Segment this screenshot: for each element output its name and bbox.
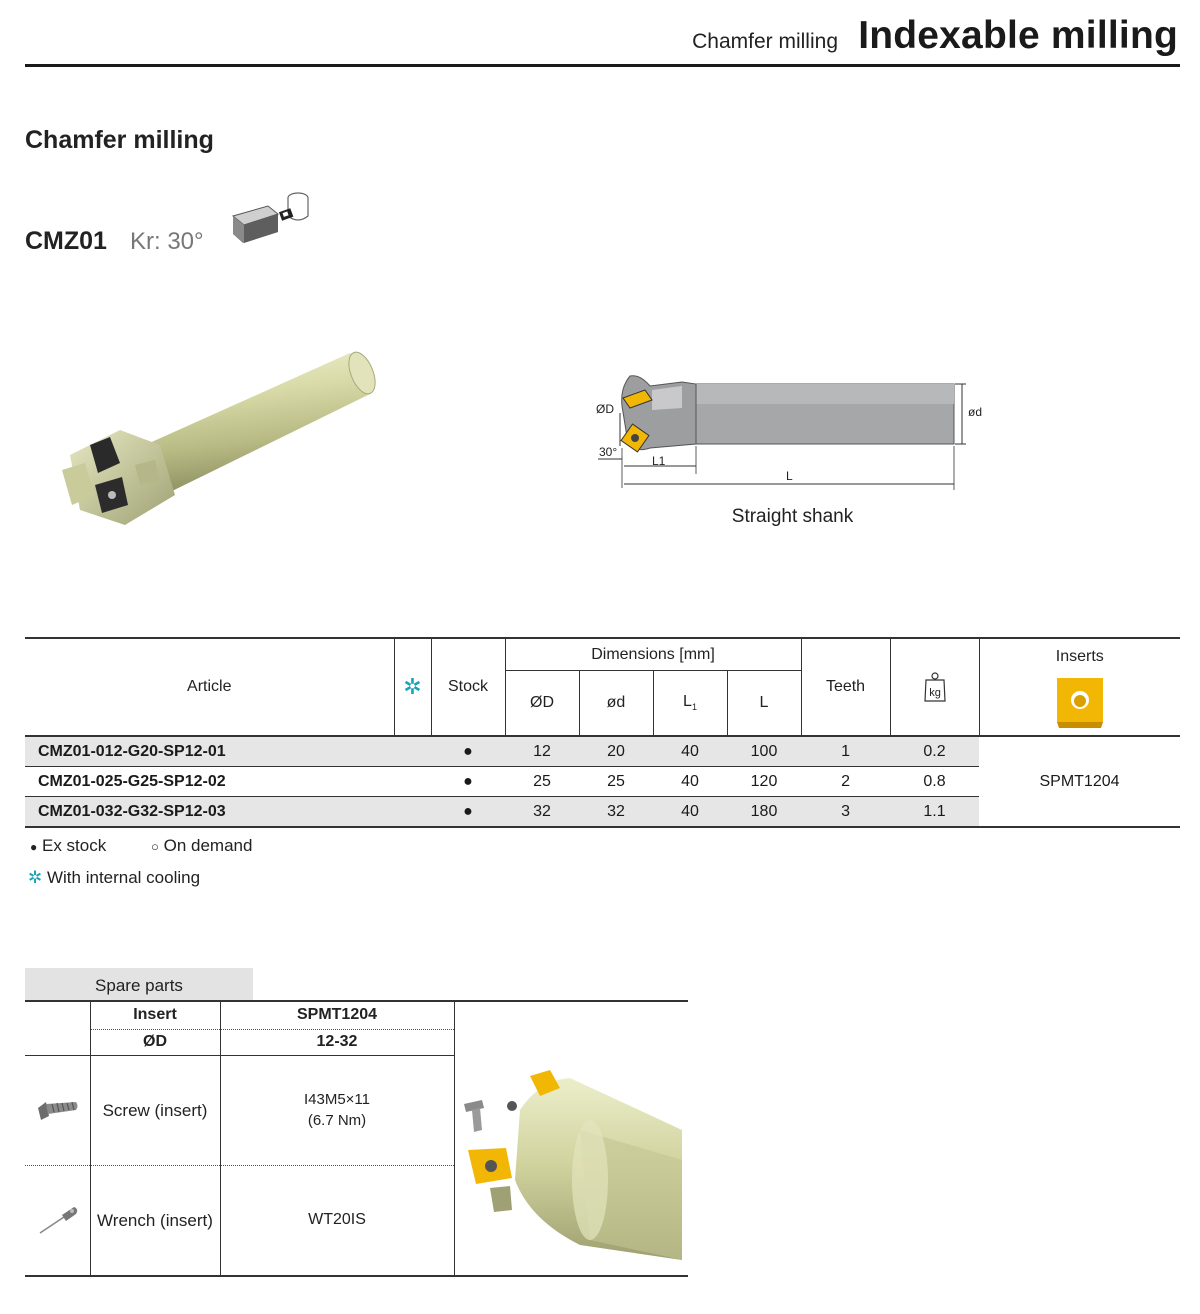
cooling-icon: ✲ [403, 674, 422, 699]
cell-d-small: 20 [579, 736, 653, 767]
drawing-label-l: L [786, 469, 793, 483]
spare-divider [454, 1002, 455, 1275]
cell-teeth: 1 [801, 736, 890, 767]
spare-insert-value: SPMT1204 [296, 1006, 378, 1023]
cell-l1: 40 [653, 797, 727, 828]
on-demand-label: On demand [163, 836, 253, 855]
legend-on-demand [151, 836, 252, 856]
spare-screw-torque: (6.7 Nm) [307, 1112, 367, 1129]
col-dimensions: Dimensions [mm] [505, 638, 801, 671]
ex-stock-symbol: ● [30, 840, 38, 854]
col-inserts [979, 638, 1180, 736]
cell-stock: ● [431, 797, 505, 828]
cell-weight: 1.1 [890, 797, 979, 828]
cell-d-big: 32 [505, 797, 579, 828]
spare-rule [25, 1055, 454, 1056]
cell-article: CMZ01-012-G20-SP12-01 [25, 736, 394, 767]
col-l1: $L_1$ [653, 671, 727, 737]
chamfer-operation-icon [228, 188, 314, 250]
model-code: CMZ01 [25, 227, 107, 255]
header-rule [25, 64, 1180, 67]
insert-icon [1053, 674, 1107, 730]
cell-insert: SPMT1204 [979, 736, 1180, 827]
legend-cooling [28, 868, 200, 888]
cell-l: 100 [727, 736, 801, 767]
drawing-label-od-big: ØD [596, 402, 614, 416]
cell-weight: 0.2 [890, 736, 979, 767]
spare-parts-title: Spare parts [25, 968, 253, 1001]
spare-parts-top-rule [25, 1000, 688, 1002]
drawing-label-od-small: ød [968, 405, 983, 419]
cell-article: CMZ01-025-G25-SP12-02 [25, 767, 394, 797]
weight-unit: kg [928, 687, 941, 699]
col-d-big: ØD [505, 671, 579, 737]
cell-d-small: 32 [579, 797, 653, 828]
header-subtitle: Chamfer milling [692, 30, 838, 53]
ex-stock-label: Ex stock [41, 836, 107, 855]
header-title: Indexable milling [858, 14, 1178, 57]
cell-teeth: 2 [801, 767, 890, 797]
cell-l1: 40 [653, 736, 727, 767]
drawing-caption: Straight shank [731, 506, 854, 527]
spare-dotted-rule [91, 1029, 454, 1030]
model-kr-angle: Kr: 30° [130, 228, 204, 255]
weight-icon [923, 671, 947, 703]
spare-parts-illustration [460, 1070, 685, 1265]
inserts-header-label: Inserts [1055, 648, 1104, 665]
table-row [25, 736, 1180, 767]
cell-article: CMZ01-032-G32-SP12-03 [25, 797, 394, 828]
drawing-label-l1: L1 [652, 454, 666, 468]
col-teeth: Teeth [801, 638, 890, 736]
on-demand-symbol: ○ [151, 839, 159, 854]
cell-cooling [394, 736, 431, 767]
drawing-label-angle: 30° [599, 445, 618, 459]
article-table [25, 637, 1180, 828]
spare-insert-label: Insert [133, 1006, 177, 1023]
spare-parts-bottom-rule [25, 1275, 688, 1277]
wrench-icon [36, 1205, 80, 1235]
col-article: Article [25, 638, 394, 736]
spare-screw-value: I43M5×11 [303, 1091, 371, 1108]
cell-d-big: 25 [505, 767, 579, 797]
screw-icon [36, 1096, 80, 1126]
tool-dimension-drawing [590, 368, 1000, 498]
cell-cooling [394, 797, 431, 828]
cell-d-small: 25 [579, 767, 653, 797]
col-l: L [727, 671, 801, 737]
col-cooling [394, 638, 431, 736]
col-d-small: ød [579, 671, 653, 737]
cell-l: 180 [727, 797, 801, 828]
cooling-legend-icon: ✲ [28, 868, 43, 887]
spare-screw-label: Screw (insert) [102, 1101, 208, 1120]
cell-cooling [394, 767, 431, 797]
cooling-label: With internal cooling [46, 868, 201, 887]
cell-weight: 0.8 [890, 767, 979, 797]
col-weight [890, 638, 979, 736]
section-title: Chamfer milling [25, 126, 214, 154]
spare-d-value: 12-32 [316, 1033, 358, 1050]
col-stock: Stock [431, 638, 505, 736]
cell-d-big: 12 [505, 736, 579, 767]
cell-l: 120 [727, 767, 801, 797]
spare-wrench-label: Wrench (insert) [97, 1211, 213, 1230]
tool-photo [50, 345, 390, 545]
cell-stock: ● [431, 736, 505, 767]
cell-stock: ● [431, 767, 505, 797]
cell-teeth: 3 [801, 797, 890, 828]
spare-dotted-rule [25, 1165, 454, 1166]
spare-wrench-value: WT20IS [308, 1211, 366, 1228]
legend-ex-stock [30, 836, 106, 856]
spare-d-label: ØD [143, 1033, 167, 1050]
cell-l1: 40 [653, 767, 727, 797]
